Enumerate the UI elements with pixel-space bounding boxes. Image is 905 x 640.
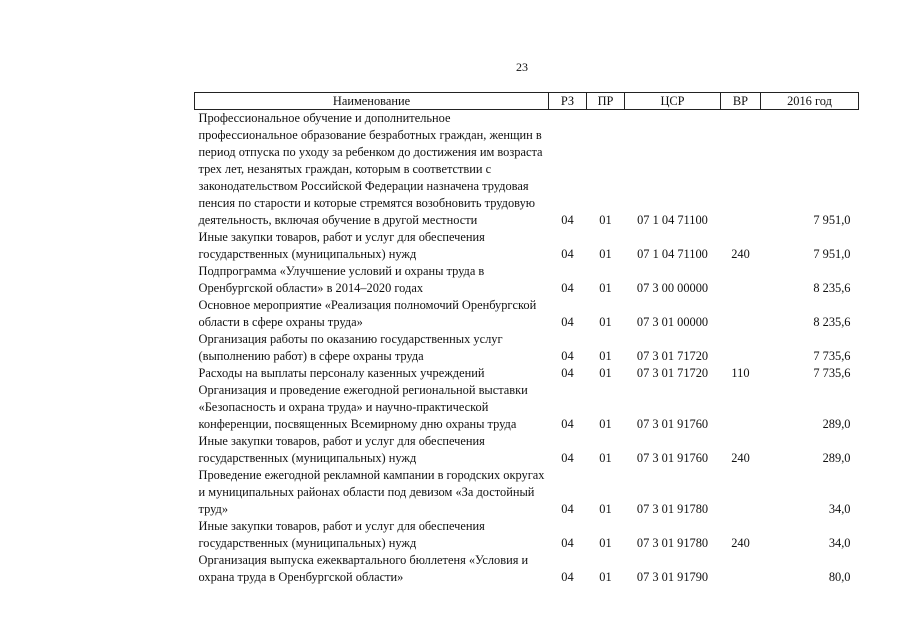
row-rz: 04 [561,570,574,584]
row-vr [721,382,761,433]
header-csr: ЦСР [625,93,721,110]
row-csr: 07 3 01 91760 [636,451,709,465]
row-csr: 07 3 01 91790 [636,570,709,584]
row-csr: 07 3 01 71720 [636,366,709,380]
row-vr [721,110,761,230]
table-row [195,263,859,297]
row-pr: 01 [599,451,612,465]
row-vr [721,552,761,586]
table-row [195,382,859,433]
row-amount: 8 235,6 [813,281,851,295]
header-rz: РЗ [549,93,587,110]
row-csr: 07 3 01 71720 [636,349,709,363]
row-pr: 01 [599,570,612,584]
row-name: Организация работы по оказанию государственных услуг (выполнению работ) в сфере охраны труда [198,332,503,363]
row-amount: 7 951,0 [813,247,851,261]
table-header [195,93,859,110]
row-csr: 07 3 00 00000 [636,281,709,295]
row-pr: 01 [599,502,612,516]
header-pr: ПР [587,93,625,110]
row-pr: 01 [599,366,612,380]
table-row [195,433,859,467]
row-pr: 01 [599,315,612,329]
row-csr: 07 3 01 91760 [636,417,709,431]
row-pr: 01 [599,281,612,295]
table-row [195,467,859,518]
row-amount: 8 235,6 [813,315,851,329]
table-row [195,297,859,331]
row-vr: 240 [731,247,750,261]
row-name: Организация и проведение ежегодной региональной выставки «Безопасность и охрана труда» и научно-практической конференции, посвященных Всемирному дню охраны труда [198,383,528,431]
row-name: Проведение ежегодной рекламной кампании в городских округах и муниципальных районах области под девизом «За достойный труд» [198,468,545,516]
row-vr [721,263,761,297]
row-amount: 7 951,0 [813,213,851,227]
row-name: Организация выпуска ежеквартального бюллетеня «Условия и охрана труда в Оренбургской области» [198,553,529,584]
row-amount: 289,0 [822,417,851,431]
row-amount: 289,0 [822,451,851,465]
header-name: Наименование [195,93,549,110]
row-rz: 04 [561,417,574,431]
row-name: Основное мероприятие «Реализация полномочий Оренбургской области в сфере охраны труда» [198,298,537,329]
row-rz: 04 [561,281,574,295]
row-rz: 04 [561,213,574,227]
row-vr [721,331,761,365]
row-vr: 240 [731,536,750,550]
row-rz: 04 [561,315,574,329]
table-row [195,229,859,263]
row-pr: 01 [599,349,612,363]
table-row [195,110,859,230]
row-csr: 07 3 01 00000 [636,315,709,329]
row-name: Подпрограмма «Улучшение условий и охраны труда в Оренбургской области» в 2014–2020 годах [198,264,485,295]
row-rz: 04 [561,451,574,465]
budget-table [194,92,859,586]
row-rz: 04 [561,536,574,550]
table-row [195,552,859,586]
table-row [195,331,859,365]
table-row [195,365,859,382]
row-pr: 01 [599,247,612,261]
row-rz: 04 [561,502,574,516]
row-csr: 07 3 01 91780 [636,536,709,550]
row-amount: 80,0 [828,570,851,584]
row-vr [721,297,761,331]
header-year: 2016 год [761,93,859,110]
row-pr: 01 [599,536,612,550]
row-rz: 04 [561,247,574,261]
row-name: Расходы на выплаты персоналу казенных учреждений [198,366,485,380]
row-vr: 240 [731,451,750,465]
table-body [195,110,859,587]
row-rz: 04 [561,366,574,380]
row-csr: 07 1 04 71100 [637,213,708,227]
row-name: Профессиональное обучение и дополнительное профессиональное образование безработных граждан, женщин в период отпуска по уходу за ребенком до достижения им возраста трех лет, незанятых граждан, которым в соответствии с законодательством Российской Федерации назначена трудовая пенсия по старости и которые стремятся возобновить трудовую деятельность, включая обучение в другой местности [198,111,543,227]
row-csr: 07 3 01 91780 [636,502,709,516]
row-amount: 7 735,6 [813,349,851,363]
row-name: Иные закупки товаров, работ и услуг для обеспечения государственных (муниципальных) нужд [198,434,485,465]
row-amount: 34,0 [828,536,851,550]
header-vr: ВР [721,93,761,110]
row-vr [721,467,761,518]
row-amount: 7 735,6 [813,366,851,380]
row-rz: 04 [561,349,574,363]
page-number: 23 [516,60,528,74]
row-name: Иные закупки товаров, работ и услуг для обеспечения государственных (муниципальных) нужд [198,230,485,261]
table-row [195,518,859,552]
row-vr: 110 [731,366,750,380]
row-csr: 07 1 04 71100 [637,247,708,261]
row-name: Иные закупки товаров, работ и услуг для обеспечения государственных (муниципальных) нужд [198,519,485,550]
row-pr: 01 [599,213,612,227]
row-pr: 01 [599,417,612,431]
header-row [195,93,859,110]
row-amount: 34,0 [828,502,851,516]
